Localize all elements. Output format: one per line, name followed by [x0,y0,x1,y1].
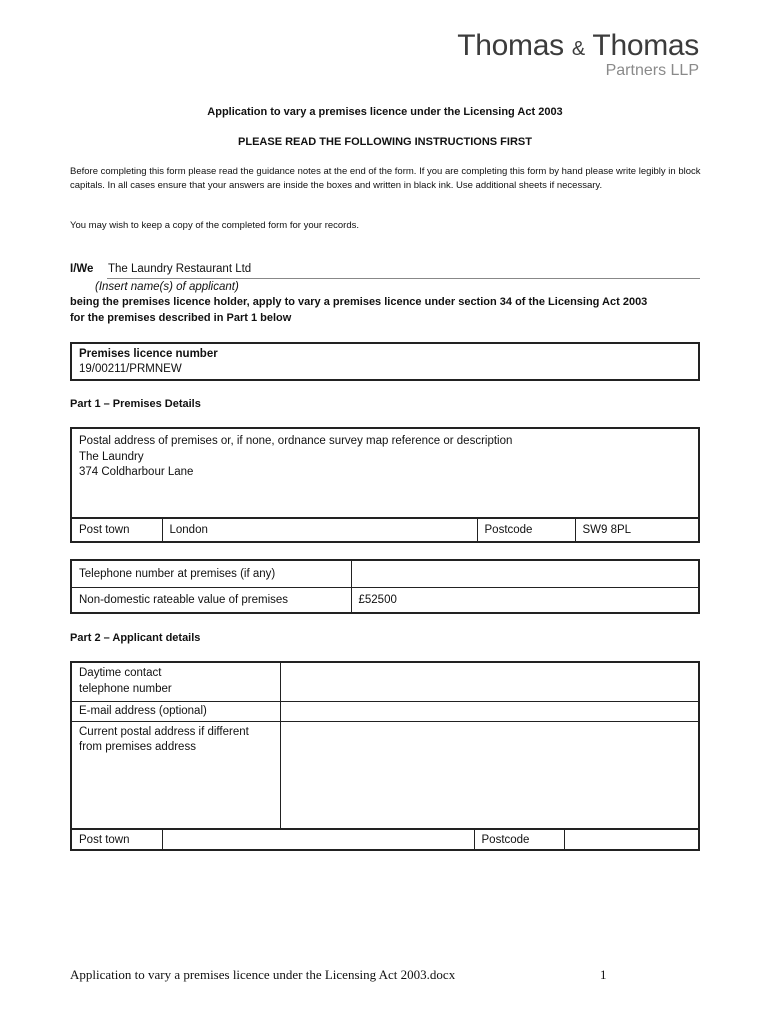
logo-name-right: Thomas [592,29,699,62]
daytime-phone-label-line2: telephone number [79,682,172,695]
premises-address-field[interactable] [72,429,698,486]
footer-filename: Application to vary a premises licence under the Licensing Act 2003.docx [70,967,456,982]
applicant-label: I/We [70,263,94,275]
applicant-name-field[interactable]: The Laundry Restaurant Ltd [107,263,700,279]
premises-town-row [70,517,700,543]
licence-number-field[interactable]: 19/00211/PRMNEW [79,363,182,375]
holder-statement: being the premises licence holder, apply to vary a premises licence under section 34 of the Licensing Act 2003 [70,296,648,308]
premises-address-label: Postal address of premises or, if none, ordnance survey map reference or description [79,435,513,447]
postcode-field[interactable]: SW9 8PL [575,518,699,542]
email-label: E-mail address (optional) [71,701,280,721]
part2-title: Part 2 – Applicant details [70,632,201,644]
applicant-town-row [70,828,700,851]
premises-address-box [70,427,700,543]
premises-contact-table [70,559,700,614]
current-address-label-line1: Current postal address if different [79,725,249,738]
page-number: 1 [600,967,607,982]
keep-copy-note: You may wish to keep a copy of the completed form for your records. [70,220,360,231]
premises-address-line2: 374 Coldharbour Lane [79,466,194,478]
applicant-details-table [70,661,700,830]
post-town-field[interactable]: London [162,518,477,542]
premises-address-line1: The Laundry [79,450,144,463]
form-title: Application to vary a premises licence under the Licensing Act 2003 [207,106,563,118]
applicant-name-hint: (Insert name(s) of applicant) [95,281,239,293]
rateable-value-field[interactable]: £52500 [351,587,699,613]
current-address-label-line2: from premises address [79,741,196,753]
logo-name-left: Thomas [457,29,564,62]
logo-ampersand: & [571,38,585,60]
company-logo [457,30,699,79]
intro-paragraph: Before completing this form please read the guidance notes at the end of the form. If you are completing this form by hand please write legibly in block capitals. In all cases ensure that your answers are inside the boxes and written in black ink. Use additional sheets if necessary. [70,166,701,191]
premises-telephone-label: Telephone number at premises (if any) [71,560,351,587]
part1-title: Part 1 – Premises Details [70,398,201,410]
daytime-phone-label-line1: Daytime contact [79,667,162,679]
logo-name [457,30,699,62]
applicant-post-town-field[interactable] [162,829,474,850]
licence-number-label: Premises licence number [79,348,218,360]
post-town-label: Post town [71,518,162,542]
rateable-value-label: Non-domestic rateable value of premises [71,587,351,613]
daytime-phone-label [71,662,280,701]
premises-telephone-field[interactable] [351,560,699,587]
applicant-post-town-label: Post town [71,829,162,850]
daytime-phone-field[interactable] [280,662,699,701]
email-field[interactable] [280,701,699,721]
logo-subtitle: Partners LLP [605,61,699,79]
postcode-label: Postcode [477,518,575,542]
holder-statement-continued: for the premises described in Part 1 below [70,312,292,324]
licence-number-box [70,342,700,381]
current-address-label [71,721,280,829]
instructions-heading: PLEASE READ THE FOLLOWING INSTRUCTIONS FIRST [238,136,532,148]
applicant-postcode-field[interactable] [564,829,699,850]
current-address-field[interactable] [280,721,699,829]
applicant-postcode-label: Postcode [474,829,564,850]
